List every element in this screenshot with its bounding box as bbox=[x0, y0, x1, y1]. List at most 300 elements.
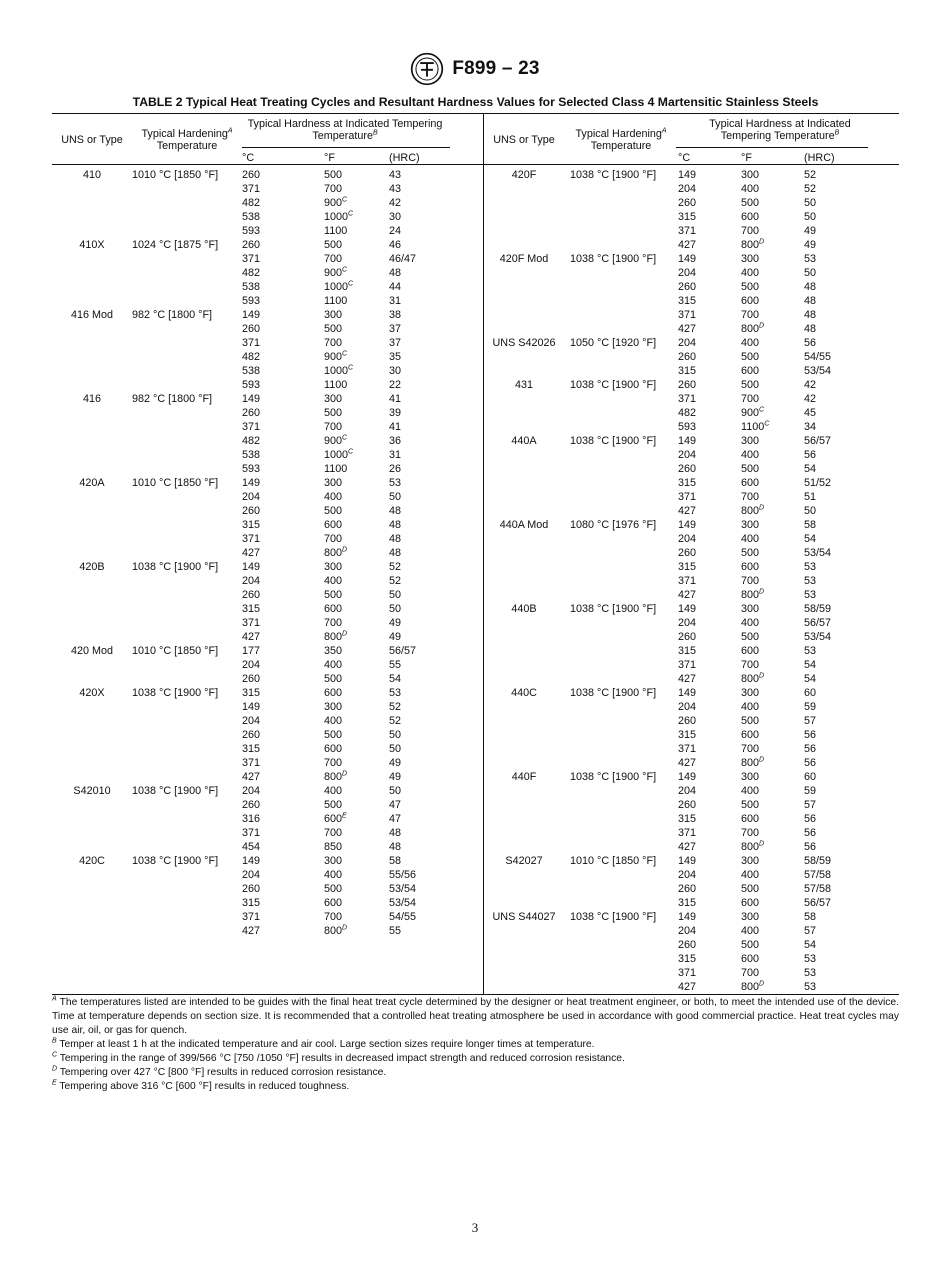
fahrenheit-cell: 300 bbox=[324, 477, 343, 489]
celsius-cell: 149 bbox=[242, 309, 261, 321]
fahrenheit-cell: $800^D$ bbox=[741, 322, 765, 335]
hardening-temp-cell: 1038 °C [1900 °F] bbox=[570, 169, 657, 181]
hrc-cell: 54 bbox=[804, 659, 817, 671]
table-row bbox=[484, 280, 904, 294]
hardening-temp-cell: 1038 °C [1900 °F] bbox=[570, 253, 657, 265]
celsius-cell: 149 bbox=[678, 771, 697, 783]
hrc-cell: 50 bbox=[804, 505, 817, 517]
table-row bbox=[52, 910, 472, 924]
celsius-cell: 260 bbox=[678, 883, 697, 895]
celsius-cell: 260 bbox=[678, 939, 697, 951]
fahrenheit-cell: $1100^C$ bbox=[741, 420, 770, 433]
hrc-cell: 59 bbox=[804, 701, 817, 713]
hrc-cell: 48 bbox=[389, 505, 402, 517]
table-row bbox=[484, 238, 904, 252]
celsius-cell: 260 bbox=[678, 799, 697, 811]
footnote-ref: C bbox=[764, 420, 770, 428]
hrc-cell: 53 bbox=[804, 561, 817, 573]
table-row bbox=[484, 224, 904, 238]
celsius-cell: 149 bbox=[242, 561, 261, 573]
table-row bbox=[52, 350, 472, 364]
table-row bbox=[484, 574, 904, 588]
celsius-cell: 315 bbox=[242, 519, 261, 531]
hrc-cell: 37 bbox=[389, 337, 402, 349]
footnote-ref: D bbox=[342, 770, 348, 778]
celsius-cell: 260 bbox=[242, 407, 261, 419]
uns-cell: 440C bbox=[511, 687, 537, 699]
hrc-cell: 52 bbox=[389, 701, 402, 713]
hrc-cell: 45 bbox=[804, 407, 817, 419]
fahrenheit-cell: $900^C$ bbox=[324, 350, 348, 363]
hrc-cell: 49 bbox=[804, 239, 817, 251]
fahrenheit-cell: 400 bbox=[741, 533, 760, 545]
hrc-cell: 56/57 bbox=[804, 617, 832, 629]
celsius-cell: 482 bbox=[242, 197, 261, 209]
hrc-cell: 26 bbox=[389, 463, 402, 475]
unit-f-right: °F bbox=[741, 152, 752, 164]
table-row bbox=[484, 196, 904, 210]
table-row bbox=[52, 644, 472, 658]
header-hardening-left: Typical Hardening$^A$ Temperature bbox=[141, 127, 233, 152]
fahrenheit-cell: 700 bbox=[741, 967, 760, 979]
celsius-cell: 315 bbox=[242, 897, 261, 909]
celsius-cell: 538 bbox=[242, 449, 261, 461]
table-row bbox=[52, 280, 472, 294]
hardening-temp-cell: 1010 °C [1850 °F] bbox=[570, 855, 657, 867]
fahrenheit-cell: 600 bbox=[741, 729, 760, 741]
hrc-cell: 35 bbox=[389, 351, 402, 363]
footnote-ref: C bbox=[342, 350, 348, 358]
celsius-cell: 260 bbox=[242, 323, 261, 335]
fahrenheit-cell: 500 bbox=[741, 799, 760, 811]
fahrenheit-cell: $900^C$ bbox=[324, 434, 348, 447]
table-row bbox=[484, 686, 904, 700]
hrc-cell: 53 bbox=[804, 575, 817, 587]
hrc-cell: 59 bbox=[804, 785, 817, 797]
table-row bbox=[484, 980, 904, 994]
hrc-cell: 42 bbox=[804, 393, 817, 405]
fahrenheit-cell: $800^D$ bbox=[324, 770, 348, 783]
fahrenheit-cell: 500 bbox=[324, 323, 343, 335]
uns-cell: 420C bbox=[79, 855, 105, 867]
table-row bbox=[484, 490, 904, 504]
fahrenheit-cell: $900^C$ bbox=[741, 406, 765, 419]
footnote-b: $^B$ Temper at least 1 h at the indicated temperature and air cool. Large section sizes require longer times at temperature. bbox=[52, 1037, 595, 1050]
table-row bbox=[52, 364, 472, 378]
footnote-a: $^A$ The temperatures listed are intended to be guides with the final heat treat cycle determined by the designer or heat treatment engineer, or both, to meet the intended use of the device. Time at temperature depends on section size. It is recommended that a controlled heat treating atmosphere be used in accordance with good commercial practice. Heat treat cycles may use air, oil, or gas for quench. bbox=[52, 995, 899, 1036]
celsius-cell: 482 bbox=[678, 407, 697, 419]
fahrenheit-cell: $900^C$ bbox=[324, 196, 348, 209]
hrc-cell: 49 bbox=[389, 771, 402, 783]
hrc-cell: 50 bbox=[389, 491, 402, 503]
hardening-temp-cell: 1038 °C [1900 °F] bbox=[132, 561, 219, 573]
hrc-cell: 22 bbox=[389, 379, 402, 391]
footnote-ref: D bbox=[342, 546, 348, 554]
celsius-cell: 260 bbox=[242, 505, 261, 517]
table-row bbox=[52, 210, 472, 224]
table-row bbox=[52, 336, 472, 350]
table-row bbox=[52, 770, 472, 784]
fahrenheit-cell: $800^D$ bbox=[741, 980, 765, 993]
header-tempering-right: Typical Hardness at Indicated Tempering Temperature$^B$ bbox=[709, 118, 851, 142]
fahrenheit-cell: 400 bbox=[741, 785, 760, 797]
fahrenheit-cell: 700 bbox=[741, 575, 760, 587]
header-uns-right: UNS or Type bbox=[493, 134, 555, 146]
celsius-cell: 149 bbox=[678, 519, 697, 531]
astm-logo-icon bbox=[410, 52, 444, 86]
hrc-cell: 49 bbox=[389, 757, 402, 769]
table-row bbox=[52, 854, 472, 868]
hrc-cell: 54/55 bbox=[389, 911, 417, 923]
hrc-cell: 42 bbox=[804, 379, 817, 391]
table-row bbox=[484, 644, 904, 658]
fahrenheit-cell: 700 bbox=[741, 743, 760, 755]
hrc-cell: 30 bbox=[389, 211, 402, 223]
fahrenheit-cell: $800^D$ bbox=[741, 504, 765, 517]
fahrenheit-cell: 700 bbox=[324, 337, 343, 349]
hrc-cell: 58 bbox=[804, 911, 817, 923]
celsius-cell: 371 bbox=[242, 617, 261, 629]
hrc-cell: 43 bbox=[389, 169, 402, 181]
hrc-cell: 58/59 bbox=[804, 855, 832, 867]
hrc-cell: 58 bbox=[804, 519, 817, 531]
fahrenheit-cell: 1100 bbox=[324, 379, 348, 391]
celsius-cell: 204 bbox=[242, 575, 261, 587]
fahrenheit-cell: 300 bbox=[741, 603, 760, 615]
hrc-cell: 56 bbox=[804, 729, 817, 741]
celsius-cell: 427 bbox=[242, 771, 261, 783]
hrc-cell: 47 bbox=[389, 799, 402, 811]
celsius-cell: 315 bbox=[678, 813, 697, 825]
celsius-cell: 260 bbox=[678, 379, 697, 391]
fahrenheit-cell: 500 bbox=[741, 351, 760, 363]
table-row bbox=[484, 168, 904, 182]
footnote-ref: D bbox=[342, 924, 348, 932]
fahrenheit-cell: 300 bbox=[324, 701, 343, 713]
hrc-cell: 53 bbox=[804, 253, 817, 265]
uns-cell: 410 bbox=[82, 169, 101, 181]
hardening-temp-cell: 982 °C [1800 °F] bbox=[132, 393, 213, 405]
celsius-cell: 149 bbox=[242, 393, 261, 405]
table-row bbox=[484, 476, 904, 490]
celsius-cell: 427 bbox=[678, 981, 697, 993]
fahrenheit-cell: 500 bbox=[324, 883, 343, 895]
hrc-cell: 54/55 bbox=[804, 351, 832, 363]
table-row bbox=[52, 588, 472, 602]
fahrenheit-cell: 500 bbox=[324, 673, 343, 685]
fahrenheit-cell: 600 bbox=[324, 519, 343, 531]
table-row bbox=[52, 448, 472, 462]
fahrenheit-cell: 300 bbox=[324, 393, 343, 405]
table-row bbox=[484, 378, 904, 392]
hrc-cell: 49 bbox=[389, 617, 402, 629]
table-row bbox=[52, 378, 472, 392]
hrc-cell: 56 bbox=[804, 337, 817, 349]
table-row bbox=[484, 602, 904, 616]
fahrenheit-cell: 400 bbox=[741, 337, 760, 349]
hrc-cell: 48 bbox=[389, 547, 402, 559]
celsius-cell: 260 bbox=[242, 673, 261, 685]
unit-hrc-left: (HRC) bbox=[389, 152, 420, 164]
fahrenheit-cell: 300 bbox=[324, 855, 343, 867]
celsius-cell: 371 bbox=[678, 309, 697, 321]
hrc-cell: 53 bbox=[804, 645, 817, 657]
fahrenheit-cell: 500 bbox=[324, 799, 343, 811]
hardening-temp-cell: 1050 °C [1920 °F] bbox=[570, 337, 657, 349]
hrc-cell: 42 bbox=[389, 197, 402, 209]
table-row bbox=[52, 294, 472, 308]
table-row bbox=[52, 826, 472, 840]
table-row bbox=[52, 714, 472, 728]
fahrenheit-cell: 500 bbox=[741, 715, 760, 727]
fahrenheit-cell: 600 bbox=[324, 687, 343, 699]
hrc-cell: 36 bbox=[389, 435, 402, 447]
celsius-cell: 593 bbox=[242, 379, 261, 391]
fahrenheit-cell: 400 bbox=[324, 575, 343, 587]
celsius-cell: 371 bbox=[678, 967, 697, 979]
celsius-cell: 204 bbox=[678, 617, 697, 629]
hrc-cell: 48 bbox=[389, 533, 402, 545]
hrc-cell: 58/59 bbox=[804, 603, 832, 615]
celsius-cell: 593 bbox=[242, 225, 261, 237]
fahrenheit-cell: 300 bbox=[741, 911, 760, 923]
table-row bbox=[52, 406, 472, 420]
hrc-cell: 53 bbox=[804, 981, 817, 993]
hardening-temp-cell: 1038 °C [1900 °F] bbox=[570, 771, 657, 783]
hrc-cell: 56 bbox=[804, 827, 817, 839]
fahrenheit-cell: $900^C$ bbox=[324, 266, 348, 279]
footnote-ref: C bbox=[348, 364, 354, 372]
hrc-cell: 57 bbox=[804, 925, 817, 937]
hrc-cell: 53 bbox=[389, 477, 402, 489]
hrc-cell: 53/54 bbox=[804, 547, 832, 559]
celsius-cell: 315 bbox=[678, 645, 697, 657]
celsius-cell: 371 bbox=[678, 743, 697, 755]
celsius-cell: 315 bbox=[678, 729, 697, 741]
celsius-cell: 204 bbox=[242, 785, 261, 797]
fahrenheit-cell: 600 bbox=[741, 477, 760, 489]
celsius-cell: 260 bbox=[678, 197, 697, 209]
fahrenheit-cell: 1100 bbox=[324, 225, 348, 237]
fahrenheit-cell: 300 bbox=[741, 771, 760, 783]
celsius-cell: 538 bbox=[242, 365, 261, 377]
fahrenheit-cell: 500 bbox=[324, 239, 343, 251]
footnote-ref: D bbox=[342, 630, 348, 638]
hrc-cell: 49 bbox=[389, 631, 402, 643]
hardening-temp-cell: 1010 °C [1850 °F] bbox=[132, 477, 219, 489]
table-row bbox=[52, 560, 472, 574]
hrc-cell: 48 bbox=[389, 519, 402, 531]
fahrenheit-cell: 600 bbox=[741, 813, 760, 825]
table-row bbox=[52, 742, 472, 756]
hrc-cell: 50 bbox=[389, 729, 402, 741]
celsius-cell: 204 bbox=[678, 785, 697, 797]
hrc-cell: 47 bbox=[389, 813, 402, 825]
table-row bbox=[484, 742, 904, 756]
fahrenheit-cell: 700 bbox=[741, 659, 760, 671]
celsius-cell: 593 bbox=[678, 421, 697, 433]
fahrenheit-cell: $800^D$ bbox=[324, 924, 348, 937]
hrc-cell: 48 bbox=[389, 827, 402, 839]
table-row bbox=[52, 658, 472, 672]
uns-cell: 410X bbox=[79, 239, 105, 251]
table-row bbox=[484, 756, 904, 770]
hrc-cell: 56/57 bbox=[804, 897, 832, 909]
hrc-cell: 39 bbox=[389, 407, 402, 419]
celsius-cell: 454 bbox=[242, 841, 261, 853]
fahrenheit-cell: $800^D$ bbox=[324, 546, 348, 559]
table-row bbox=[484, 700, 904, 714]
celsius-cell: 427 bbox=[678, 323, 697, 335]
footnote-ref: C bbox=[759, 406, 765, 414]
hrc-cell: 48 bbox=[389, 267, 402, 279]
fahrenheit-cell: $800^D$ bbox=[741, 672, 765, 685]
celsius-cell: 371 bbox=[242, 253, 261, 265]
footnote-ref: C bbox=[348, 210, 354, 218]
hrc-cell: 53 bbox=[804, 967, 817, 979]
uns-cell: 420F Mod bbox=[499, 253, 549, 265]
fahrenheit-cell: 600 bbox=[324, 603, 343, 615]
fahrenheit-cell: 500 bbox=[324, 589, 343, 601]
celsius-cell: 593 bbox=[242, 463, 261, 475]
celsius-cell: 427 bbox=[678, 841, 697, 853]
celsius-cell: 204 bbox=[678, 925, 697, 937]
footnote-ref: D bbox=[759, 238, 765, 246]
table-row bbox=[484, 336, 904, 350]
table-row bbox=[52, 224, 472, 238]
uns-cell: 440F bbox=[511, 771, 537, 783]
table-row bbox=[52, 420, 472, 434]
fahrenheit-cell: $600^E$ bbox=[324, 812, 347, 825]
table-row bbox=[484, 938, 904, 952]
table-row bbox=[484, 812, 904, 826]
celsius-cell: 260 bbox=[242, 799, 261, 811]
celsius-cell: 260 bbox=[678, 281, 697, 293]
header-subrule-right bbox=[676, 147, 868, 148]
hrc-cell: 44 bbox=[389, 281, 402, 293]
hardening-temp-cell: 1080 °C [1976 °F] bbox=[570, 519, 657, 531]
celsius-cell: 482 bbox=[242, 267, 261, 279]
fahrenheit-cell: 500 bbox=[741, 631, 760, 643]
hardening-temp-cell: 1038 °C [1900 °F] bbox=[132, 785, 219, 797]
celsius-cell: 177 bbox=[242, 645, 261, 657]
fahrenheit-cell: 700 bbox=[741, 309, 760, 321]
fahrenheit-cell: 500 bbox=[741, 883, 760, 895]
table-row bbox=[52, 266, 472, 280]
table-title: TABLE 2 Typical Heat Treating Cycles and Resultant Hardness Values for Selected Class 4 Martensitic Stainless Steels bbox=[132, 95, 819, 109]
fahrenheit-cell: 400 bbox=[741, 869, 760, 881]
celsius-cell: 371 bbox=[242, 827, 261, 839]
hardening-temp-cell: 1038 °C [1900 °F] bbox=[132, 855, 219, 867]
hrc-cell: 54 bbox=[804, 939, 817, 951]
hrc-cell: 46/47 bbox=[389, 253, 417, 265]
uns-cell: UNS S44027 bbox=[492, 911, 556, 923]
fahrenheit-cell: 300 bbox=[741, 253, 760, 265]
fahrenheit-cell: 400 bbox=[741, 617, 760, 629]
fahrenheit-cell: 400 bbox=[741, 183, 760, 195]
celsius-cell: 204 bbox=[242, 715, 261, 727]
fahrenheit-cell: 500 bbox=[741, 197, 760, 209]
uns-cell: 420 Mod bbox=[70, 645, 114, 657]
fahrenheit-cell: 300 bbox=[741, 687, 760, 699]
hrc-cell: 24 bbox=[389, 225, 402, 237]
hardening-temp-cell: 1024 °C [1875 °F] bbox=[132, 239, 219, 251]
celsius-cell: 149 bbox=[242, 701, 261, 713]
fahrenheit-cell: 850 bbox=[324, 841, 343, 853]
fahrenheit-cell: 700 bbox=[741, 491, 760, 503]
fahrenheit-cell: 300 bbox=[324, 309, 343, 321]
table-row bbox=[52, 518, 472, 532]
hrc-cell: 50 bbox=[804, 197, 817, 209]
celsius-cell: 315 bbox=[242, 603, 261, 615]
table-row bbox=[484, 532, 904, 546]
celsius-cell: 204 bbox=[242, 659, 261, 671]
table-row bbox=[484, 392, 904, 406]
fahrenheit-cell: 300 bbox=[324, 561, 343, 573]
table-row bbox=[52, 546, 472, 560]
table-row bbox=[52, 672, 472, 686]
table-row bbox=[52, 196, 472, 210]
hrc-cell: 41 bbox=[389, 393, 402, 405]
table-row bbox=[484, 714, 904, 728]
table-row bbox=[484, 546, 904, 560]
fahrenheit-cell: 600 bbox=[741, 897, 760, 909]
fahrenheit-cell: 600 bbox=[741, 295, 760, 307]
uns-cell: S42027 bbox=[505, 855, 543, 867]
footnote-c: $^C$ Tempering in the range of 399/566 °C [750 /1050 °F] results in decreased impact strength and reduced corrosion resistance. bbox=[52, 1051, 625, 1064]
hrc-cell: 41 bbox=[389, 421, 402, 433]
table-row bbox=[52, 686, 472, 700]
table-row bbox=[484, 406, 904, 420]
table-row bbox=[484, 952, 904, 966]
footnote-ref: D bbox=[759, 756, 765, 764]
fahrenheit-cell: 500 bbox=[324, 169, 343, 181]
footnote-ref: D bbox=[759, 588, 765, 596]
table-row bbox=[484, 294, 904, 308]
celsius-cell: 149 bbox=[678, 435, 697, 447]
table-row bbox=[484, 672, 904, 686]
footnote-d: $^D$ Tempering over 427 °C [800 °F] results in reduced corrosion resistance. bbox=[52, 1065, 387, 1078]
table-row bbox=[484, 448, 904, 462]
table-row bbox=[484, 588, 904, 602]
celsius-cell: 427 bbox=[678, 239, 697, 251]
hrc-cell: 56/57 bbox=[389, 645, 417, 657]
celsius-cell: 315 bbox=[678, 953, 697, 965]
hrc-cell: 60 bbox=[804, 687, 817, 699]
celsius-cell: 371 bbox=[242, 183, 261, 195]
hardening-temp-cell: 1038 °C [1900 °F] bbox=[132, 687, 219, 699]
footnote-ref: D bbox=[759, 840, 765, 848]
uns-cell: 420X bbox=[79, 687, 105, 699]
fahrenheit-cell: 600 bbox=[741, 645, 760, 657]
table-row bbox=[52, 532, 472, 546]
celsius-cell: 371 bbox=[242, 533, 261, 545]
celsius-cell: 260 bbox=[678, 351, 697, 363]
header-uns-left: UNS or Type bbox=[61, 134, 123, 146]
celsius-cell: 315 bbox=[678, 295, 697, 307]
hrc-cell: 53/54 bbox=[804, 631, 832, 643]
hardening-temp-cell: 1038 °C [1900 °F] bbox=[570, 379, 657, 391]
fahrenheit-cell: 600 bbox=[741, 953, 760, 965]
fahrenheit-cell: 600 bbox=[324, 897, 343, 909]
hrc-cell: 51 bbox=[804, 491, 817, 503]
footnote-e: $^E$ Tempering above 316 °C [600 °F] results in reduced toughness. bbox=[52, 1079, 350, 1092]
table-row bbox=[52, 840, 472, 854]
celsius-cell: 371 bbox=[242, 911, 261, 923]
header-tempering-left: Typical Hardness at Indicated Tempering Temperature$^B$ bbox=[247, 118, 443, 142]
fahrenheit-cell: 600 bbox=[741, 561, 760, 573]
table-row bbox=[52, 504, 472, 518]
